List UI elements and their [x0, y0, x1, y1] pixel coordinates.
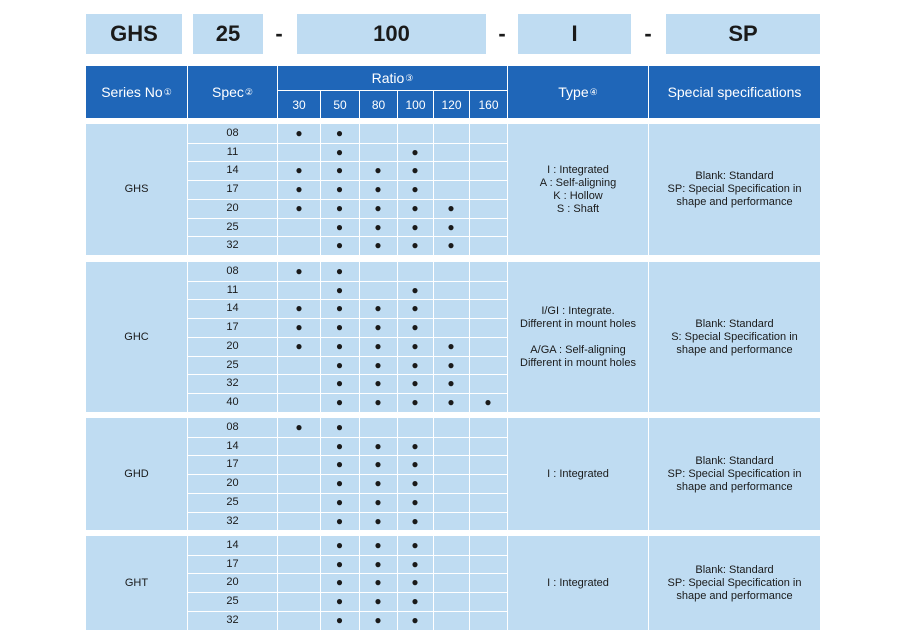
series-cell: GHS	[86, 124, 187, 255]
code-separator: -	[275, 21, 283, 46]
spec-value: 14	[226, 164, 239, 176]
availability-dot: ●	[295, 301, 303, 315]
availability-dot: ●	[335, 182, 344, 196]
availability-dot: ●	[411, 301, 419, 315]
availability-dot: ●	[335, 376, 344, 390]
spec-value: 20	[226, 477, 239, 489]
availability-dot: ●	[374, 557, 382, 571]
special-description: Blank: Standard SP: Special Specification in shape and performance	[667, 563, 802, 602]
header-ratio-120: 120	[434, 91, 469, 118]
spec-value: 25	[226, 496, 239, 508]
type-description: I : Integrated	[547, 467, 609, 480]
special-description: Blank: Standard SP: Special Specification in shape and performance	[667, 454, 802, 493]
availability-dot: ●	[295, 320, 303, 334]
availability-dot: ●	[411, 358, 419, 372]
availability-dot: ●	[447, 395, 455, 409]
spec-value: 20	[226, 576, 239, 588]
availability-dot: ●	[374, 594, 382, 608]
availability-dot: ●	[295, 201, 303, 215]
availability-dot: ●	[411, 145, 419, 159]
availability-dot: ●	[447, 339, 455, 353]
availability-dot: ●	[335, 201, 344, 215]
availability-dot: ●	[411, 439, 419, 453]
availability-dot: ●	[295, 126, 303, 140]
availability-dot: ●	[335, 145, 344, 159]
availability-dot: ●	[411, 201, 419, 215]
availability-dot: ●	[411, 457, 419, 471]
availability-dot: ●	[447, 201, 455, 215]
availability-dot: ●	[295, 163, 303, 177]
availability-dot: ●	[411, 163, 419, 177]
availability-dot: ●	[411, 182, 419, 196]
spec-col-divider	[277, 536, 278, 630]
availability-dot: ●	[374, 495, 382, 509]
spec-value: 11	[226, 284, 239, 296]
spec-value: 14	[226, 440, 239, 452]
availability-dot: ●	[335, 457, 344, 471]
header-ratio-30: 30	[278, 91, 320, 118]
availability-dot: ●	[447, 220, 455, 234]
spec-value: 17	[226, 321, 239, 333]
code-ratio-box	[297, 14, 486, 54]
spec-value: 08	[226, 421, 239, 433]
availability-dot: ●	[447, 376, 455, 390]
availability-dot: ●	[374, 376, 382, 390]
availability-dot: ●	[335, 358, 344, 372]
spec-value: 32	[226, 515, 239, 527]
type-description: I : Integrated A : Self-aligning K : Hollow S : Shaft	[539, 163, 617, 215]
availability-dot: ●	[374, 457, 382, 471]
availability-dot: ●	[411, 320, 419, 334]
availability-dot: ●	[411, 220, 419, 234]
availability-dot: ●	[335, 476, 344, 490]
header-ratio-100: 100	[398, 91, 433, 118]
spec-value: 20	[226, 340, 239, 352]
spec-value: 11	[226, 146, 239, 158]
availability-dot: ●	[335, 613, 344, 627]
spec-value: 40	[226, 396, 239, 408]
spec-value: 08	[226, 127, 239, 139]
spec-value: 32	[226, 239, 239, 251]
code-ratio: 100	[373, 21, 410, 46]
availability-dot: ●	[411, 238, 419, 252]
availability-dot: ●	[335, 495, 344, 509]
availability-dot: ●	[411, 557, 419, 571]
availability-dot: ●	[335, 557, 344, 571]
availability-dot: ●	[295, 339, 303, 353]
header-series-no: Series No ①	[86, 66, 187, 118]
availability-dot: ●	[374, 514, 382, 528]
spec-value: 14	[226, 539, 239, 551]
availability-dot: ●	[335, 514, 344, 528]
availability-dot: ●	[374, 439, 382, 453]
availability-dot: ●	[335, 420, 344, 434]
availability-dot: ●	[335, 320, 344, 334]
header-ratio-50: 50	[321, 91, 359, 118]
spec-value: 32	[226, 614, 239, 626]
availability-dot: ●	[295, 182, 303, 196]
spec-value: 17	[226, 558, 239, 570]
availability-dot: ●	[374, 358, 382, 372]
availability-dot: ●	[335, 538, 344, 552]
availability-dot: ●	[374, 163, 382, 177]
availability-dot: ●	[335, 594, 344, 608]
spec-value: 25	[226, 221, 239, 233]
spec-value: 17	[226, 183, 239, 195]
spec-value: 32	[226, 377, 239, 389]
availability-dot: ●	[374, 238, 382, 252]
code-special: SP	[728, 21, 758, 46]
availability-dot: ●	[374, 220, 382, 234]
availability-dot: ●	[374, 395, 382, 409]
type-description: I : Integrated	[547, 576, 609, 589]
header-ratio-80: 80	[360, 91, 397, 118]
availability-dot: ●	[447, 358, 455, 372]
series-cell: GHD	[86, 418, 187, 530]
availability-dot: ●	[335, 301, 344, 315]
availability-dot: ●	[411, 514, 419, 528]
code-series-box	[86, 14, 182, 54]
code-separator: -	[644, 21, 652, 46]
code-type-box	[518, 14, 631, 54]
availability-dot: ●	[335, 439, 344, 453]
availability-dot: ●	[411, 395, 419, 409]
spec-value: 20	[226, 202, 239, 214]
availability-dot: ●	[335, 126, 344, 140]
series-cell: GHC	[86, 262, 187, 412]
availability-dot: ●	[374, 476, 382, 490]
availability-dot: ●	[295, 264, 303, 278]
availability-dot: ●	[335, 238, 344, 252]
availability-dot: ●	[411, 594, 419, 608]
availability-dot: ●	[335, 339, 344, 353]
availability-dot: ●	[374, 182, 382, 196]
spec-value: 25	[226, 595, 239, 607]
availability-dot: ●	[295, 420, 303, 434]
availability-dot: ●	[411, 538, 419, 552]
availability-dot: ●	[411, 376, 419, 390]
header-ratio-160: 160	[470, 91, 507, 118]
availability-dot: ●	[335, 575, 344, 589]
code-special-box	[666, 14, 820, 54]
ratio-col-divider	[433, 536, 434, 630]
availability-dot: ●	[335, 163, 344, 177]
code-series: GHS	[110, 21, 158, 46]
spec-value: 14	[226, 302, 239, 314]
availability-dot: ●	[335, 220, 344, 234]
availability-dot: ●	[374, 575, 382, 589]
availability-dot: ●	[484, 395, 492, 409]
ratio-col-divider	[469, 536, 470, 630]
header-spec: Spec ②	[188, 66, 277, 118]
special-description: Blank: Standard SP: Special Specification in shape and performance	[667, 170, 802, 208]
availability-dot: ●	[374, 339, 382, 353]
header-type: Type ④	[508, 66, 648, 118]
availability-dot: ●	[374, 613, 382, 627]
availability-dot: ●	[411, 476, 419, 490]
spec-value: 17	[226, 458, 239, 470]
header-ratio: Ratio ③	[278, 66, 507, 90]
spec-value: 25	[226, 359, 239, 371]
header-special: Special specifications	[649, 66, 820, 118]
availability-dot: ●	[411, 283, 419, 297]
availability-dot: ●	[411, 339, 419, 353]
availability-dot: ●	[335, 283, 344, 297]
code-spec: 25	[215, 21, 241, 46]
availability-dot: ●	[374, 301, 382, 315]
availability-dot: ●	[447, 238, 455, 252]
availability-dot: ●	[411, 575, 419, 589]
availability-dot: ●	[411, 613, 419, 627]
availability-dot: ●	[411, 495, 419, 509]
type-description: I/GI : Integrate. Different in mount holes A/GA : Self-aligning Different in mount holes	[520, 304, 636, 369]
spec-value: 08	[226, 265, 239, 277]
availability-dot: ●	[374, 320, 382, 334]
code-type: I	[571, 21, 578, 46]
series-cell: GHT	[86, 536, 187, 630]
special-description: Blank: Standard S: Special Specification in shape and performance	[671, 317, 798, 356]
availability-dot: ●	[335, 395, 344, 409]
availability-dot: ●	[374, 538, 382, 552]
availability-dot: ●	[335, 264, 344, 278]
code-separator: -	[498, 21, 506, 46]
code-spec-box	[193, 14, 263, 54]
availability-dot: ●	[374, 201, 382, 215]
